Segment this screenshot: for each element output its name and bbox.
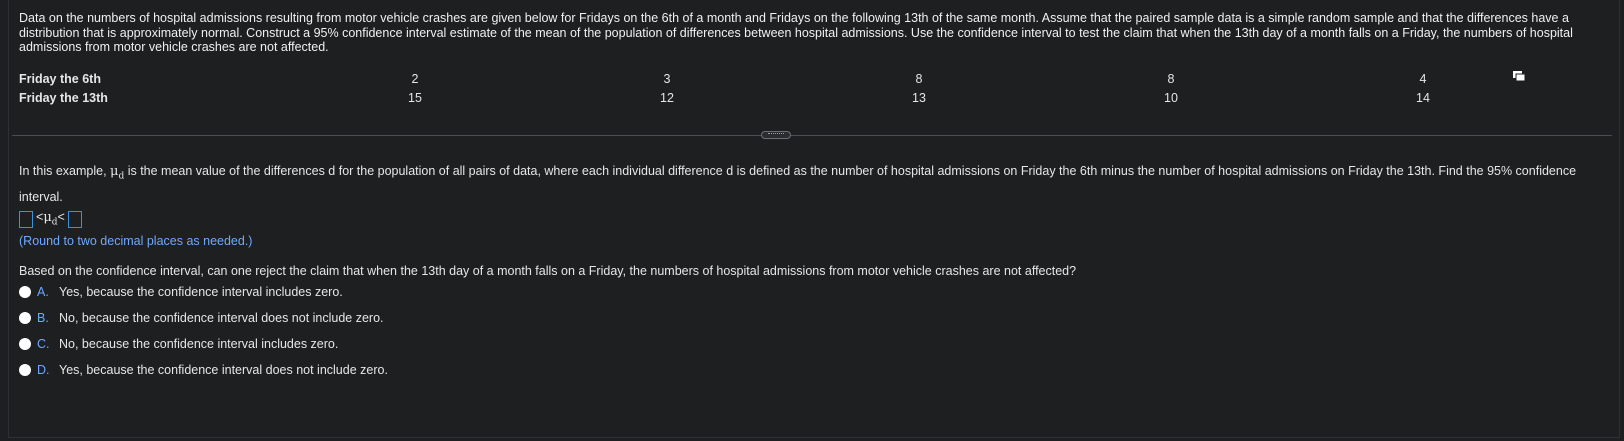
data-table xyxy=(19,69,1549,107)
radio-icon[interactable] xyxy=(19,338,31,350)
lower-bound-input[interactable] xyxy=(19,211,33,228)
row-label: Friday the 13th xyxy=(19,90,108,105)
table-cell: 4 xyxy=(1419,71,1427,86)
inequality-expression: $<\mu_d<$ xyxy=(36,210,65,228)
radio-icon[interactable] xyxy=(19,312,31,324)
table-cell: 14 xyxy=(1416,90,1430,105)
radio-icon[interactable] xyxy=(19,364,31,376)
option-a[interactable]: A. Yes, because the confidence interval includes zero. xyxy=(19,284,343,300)
table-cell: 8 xyxy=(915,71,923,86)
option-b[interactable]: B. No, because the confidence interval does not include zero. xyxy=(19,310,384,326)
table-cell: 13 xyxy=(912,90,926,105)
question-2-text: Based on the confidence interval, can one reject the claim that when the 13th day of a month falls on a Friday, the numbers of hospital admissions from motor vehicle crashes are not affected? xyxy=(19,264,1077,278)
copy-data-icon[interactable] xyxy=(1513,70,1525,80)
table-row xyxy=(19,88,1549,107)
table-cell: 15 xyxy=(408,90,422,105)
section-divider xyxy=(12,135,1612,136)
problem-intro: Data on the numbers of hospital admissions resulting from motor vehicle crashes are given below for Fridays on the 6th of a month and Fridays on the following 13th of the same month. Assume that the paired sample data is a simple random sample and that the differences have a distribution that is approximately normal. Construct a 95% confidence interval estimate of the mean of the population of differences between hospital admissions. Use the confidence interval to test the claim that when the 13th day of a month falls on a Friday, the numbers of hospital admissions from motor vehicle crashes are not affected. xyxy=(19,11,1573,54)
option-c[interactable]: C. No, because the confidence interval includes zero. xyxy=(19,336,338,352)
row-label: Friday the 6th xyxy=(19,71,101,86)
table-cell: 3 xyxy=(663,71,671,86)
expand-dots-icon[interactable] xyxy=(761,131,791,139)
upper-bound-input[interactable] xyxy=(68,211,82,228)
confidence-interval-row xyxy=(19,209,82,229)
question-text: In this example, $\mu_d$ is the mean value of the differences d for the population of all pairs of data, where each individual difference d is defined as the number of hospital admissions on Friday the 6th minus the number of hospital admissions on Friday the 13th. Find the 95% confidence interval. xyxy=(19,164,1577,204)
table-cell: 12 xyxy=(660,90,674,105)
table-cell: 10 xyxy=(1164,90,1178,105)
table-cell: 2 xyxy=(411,71,419,86)
rounding-instruction: (Round to two decimal places as needed.) xyxy=(19,234,253,248)
option-d[interactable]: D. Yes, because the confidence interval does not include zero. xyxy=(19,362,388,378)
table-cell: 8 xyxy=(1167,71,1175,86)
table-row xyxy=(19,69,1549,88)
mu-symbol: $\mu_d$ xyxy=(110,164,125,182)
radio-icon[interactable] xyxy=(19,286,31,298)
